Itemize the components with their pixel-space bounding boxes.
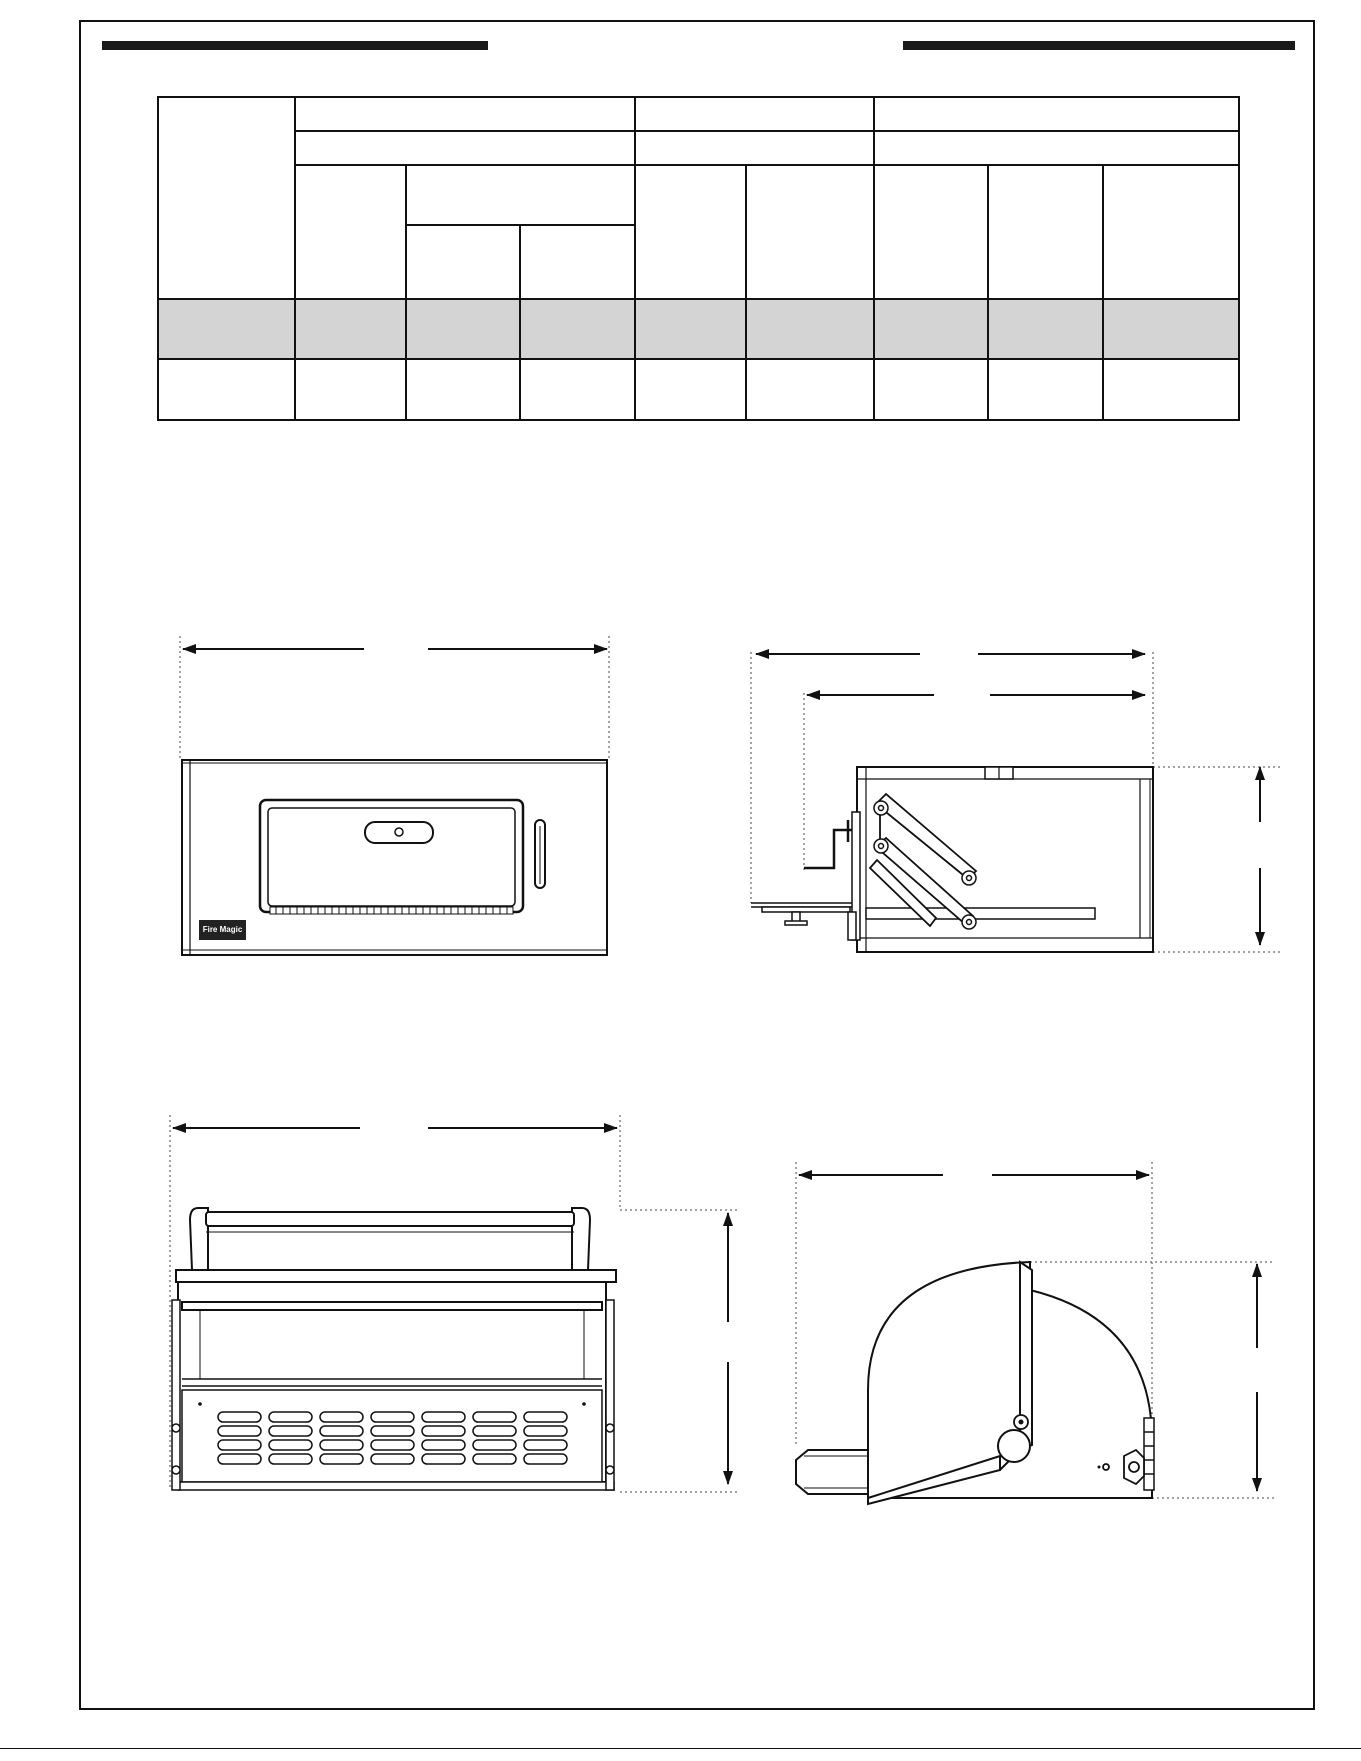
rear-view <box>170 1115 740 1492</box>
side-view-open <box>751 652 1283 952</box>
front-view <box>180 636 609 955</box>
brand-logo: Fire Magic <box>202 925 243 934</box>
footer-line <box>0 1748 1361 1749</box>
side-view-closed <box>796 1162 1275 1504</box>
extension-line <box>180 636 609 760</box>
